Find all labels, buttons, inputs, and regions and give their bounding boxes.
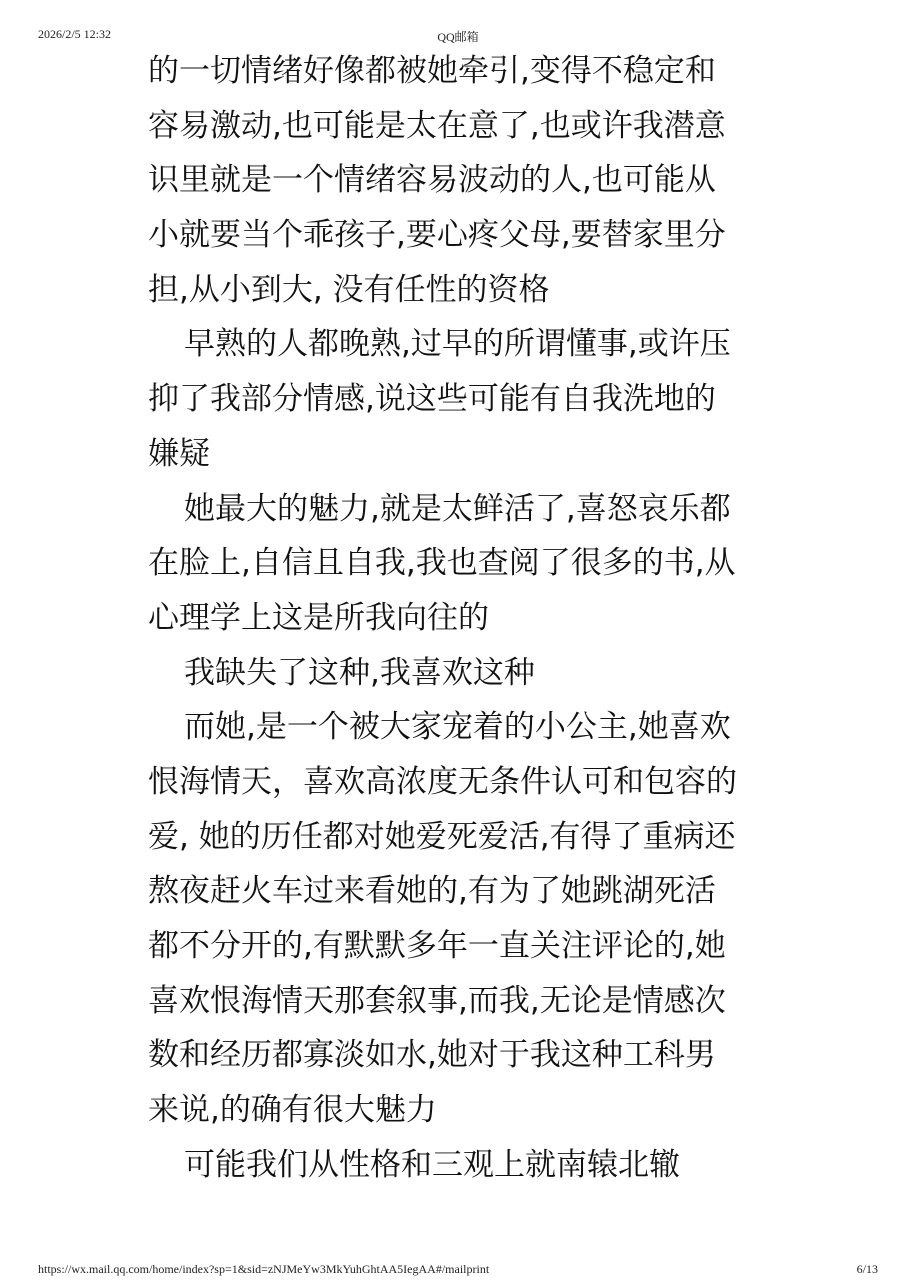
body-line: 担,从小到大, 没有任性的资格 <box>148 271 550 308</box>
print-url: https://wx.mail.qq.com/home/index?sp=1&sid=zNJMeYw3MkYuhGhtAA5IegAA#/mailprint <box>38 1262 490 1276</box>
body-line: 嫌疑 <box>148 435 210 472</box>
body-line: 都不分开的,有默默多年一直关注评论的,她 <box>148 928 726 964</box>
body-line: 爱, 她的历任都对她爱死爱活,有得了重病还 <box>148 818 736 855</box>
body-line: 来说,的确有很大魅力 <box>148 1092 437 1129</box>
body-line: 她最大的魅力,就是太鲜活了,喜怒哀乐都 <box>184 490 731 527</box>
email-body-text <box>148 44 768 1192</box>
body-line: 可能我们从性格和三观上就南辕北辙 <box>184 1146 680 1183</box>
body-line: 熬夜赶火车过来看她的,有为了她跳湖死活 <box>148 873 716 910</box>
body-line: 识里就是一个情绪容易波动的人,也可能从 <box>148 162 716 199</box>
body-line: 而她,是一个被大家宠着的小公主,她喜欢 <box>184 709 731 746</box>
body-line: 恨海情天，喜欢高浓度无条件认可和包容的 <box>148 763 737 800</box>
body-line: 容易激动,也可能是太在意了,也或许我潜意 <box>148 107 726 144</box>
body-line: 抑了我部分情感,说这些可能有自我洗地的 <box>148 381 716 418</box>
body-line: 早熟的人都晚熟,过早的所谓懂事,或许压 <box>184 326 731 363</box>
body-line: 在脸上,自信且自我,我也查阅了很多的书,从 <box>148 545 736 582</box>
body-line: 数和经历都寡淡如水,她对于我这种工科男 <box>148 1037 716 1074</box>
print-page-title: QQ邮箱 <box>437 30 479 44</box>
print-page-number: 6/13 <box>856 1262 878 1276</box>
print-datetime: 2026/2/5 12:32 <box>38 27 112 41</box>
body-line: 的一切情绪好像都被她牵引,变得不稳定和 <box>148 53 716 89</box>
body-line: 我缺失了这种,我喜欢这种 <box>184 654 535 691</box>
body-line: 小就要当个乖孩子,要心疼父母,要替家里分 <box>148 217 726 254</box>
body-line: 心理学上这是所我向往的 <box>148 599 489 636</box>
body-line: 喜欢恨海情天那套叙事,而我,无论是情感次 <box>148 982 726 1019</box>
